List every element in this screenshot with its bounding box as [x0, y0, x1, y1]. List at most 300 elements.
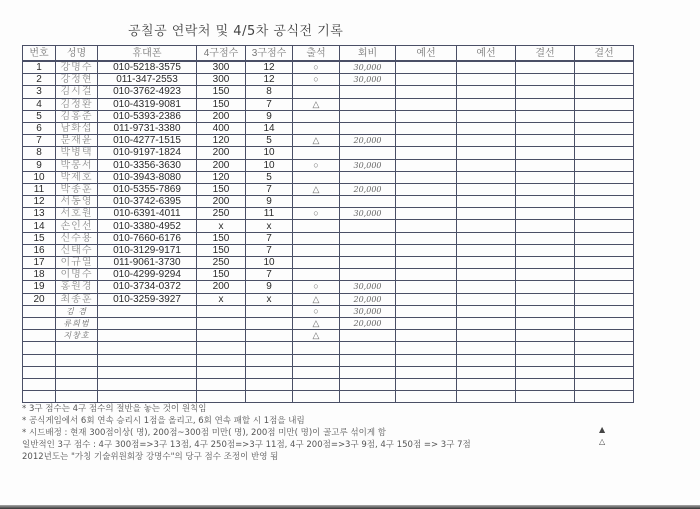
table-row — [23, 159, 634, 171]
column-header: 결선 — [575, 46, 634, 62]
cell-empty — [396, 122, 457, 134]
cell-score4: 200 — [197, 159, 246, 171]
cell-attend — [293, 232, 340, 244]
cell-empty — [575, 74, 634, 86]
cell-score3: 11 — [246, 208, 293, 220]
cell-phone: 010-3734-0372 — [98, 281, 197, 293]
cell-empty — [575, 330, 634, 342]
cell-score3: 7 — [246, 232, 293, 244]
cell-no: 6 — [23, 122, 56, 134]
cell-fee: 30,000 — [340, 305, 396, 317]
cell-no: 14 — [23, 220, 56, 232]
cell-empty — [575, 354, 634, 366]
cell-phone — [98, 330, 197, 342]
cell-no: 4 — [23, 98, 56, 110]
cell-no: 16 — [23, 244, 56, 256]
cell-empty — [575, 342, 634, 354]
cell-no: 1 — [23, 61, 56, 74]
cell-empty — [516, 61, 575, 74]
cell-no — [23, 317, 56, 329]
cell-no: 9 — [23, 159, 56, 171]
column-header: 번호 — [23, 46, 56, 62]
cell-empty — [396, 354, 457, 366]
cell-empty — [575, 196, 634, 208]
cell-empty — [575, 281, 634, 293]
cell-empty — [575, 232, 634, 244]
cell-empty — [457, 147, 516, 159]
cell-score4: 150 — [197, 86, 246, 98]
table-row — [23, 61, 634, 74]
cell-empty — [516, 159, 575, 171]
cell-no: 18 — [23, 269, 56, 281]
cell-empty — [396, 61, 457, 74]
cell-score3 — [246, 305, 293, 317]
cell-attend — [293, 244, 340, 256]
cell-empty — [396, 135, 457, 147]
cell-attend: ○ — [293, 305, 340, 317]
cell-attend: △ — [293, 98, 340, 110]
cell-empty — [396, 147, 457, 159]
cell-name: 손인선 — [56, 220, 98, 232]
cell-empty — [516, 122, 575, 134]
cell-score4: x — [197, 220, 246, 232]
cell-empty — [516, 391, 575, 403]
cell-empty — [575, 86, 634, 98]
cell-empty — [575, 159, 634, 171]
cell-empty — [396, 110, 457, 122]
cell-empty — [516, 317, 575, 329]
cell-score3: 12 — [246, 74, 293, 86]
cell-name: 이규열 — [56, 257, 98, 269]
cell-score4: 250 — [197, 257, 246, 269]
cell-empty — [457, 378, 516, 390]
cell-empty — [396, 244, 457, 256]
cell-fee — [340, 269, 396, 281]
cell-empty — [575, 391, 634, 403]
cell-empty — [457, 220, 516, 232]
cell-name — [56, 378, 98, 390]
cell-score3 — [246, 330, 293, 342]
cell-score3: 10 — [246, 159, 293, 171]
cell-name: 최종훈 — [56, 293, 98, 305]
cell-empty — [575, 183, 634, 195]
roster-table — [22, 45, 634, 403]
cell-attend — [293, 196, 340, 208]
cell-name: 박병택 — [56, 147, 98, 159]
cell-no — [23, 330, 56, 342]
cell-empty — [575, 122, 634, 134]
table-row — [23, 86, 634, 98]
cell-attend: △ — [293, 317, 340, 329]
cell-name: 강정현 — [56, 74, 98, 86]
cell-attend — [293, 378, 340, 390]
cell-empty — [575, 366, 634, 378]
notes-section — [22, 403, 471, 463]
cell-score4: 150 — [197, 232, 246, 244]
header-row — [23, 46, 634, 62]
cell-empty — [516, 171, 575, 183]
table-row — [23, 257, 634, 269]
cell-empty — [575, 244, 634, 256]
cell-fee: 20,000 — [340, 183, 396, 195]
cell-score3: 9 — [246, 110, 293, 122]
cell-attend: ○ — [293, 61, 340, 74]
column-header: 휴대폰 — [98, 46, 197, 62]
cell-name: 박종훈 — [56, 183, 98, 195]
table-row — [23, 391, 634, 403]
cell-fee — [340, 196, 396, 208]
cell-score3: 9 — [246, 196, 293, 208]
cell-attend — [293, 171, 340, 183]
cell-fee — [340, 232, 396, 244]
cell-score3 — [246, 391, 293, 403]
cell-name: 김 겸 — [56, 305, 98, 317]
cell-score3: x — [246, 220, 293, 232]
cell-phone: 011-9061-3730 — [98, 257, 197, 269]
cell-name: 강명수 — [56, 61, 98, 74]
table-row — [23, 196, 634, 208]
cell-fee: 20,000 — [340, 135, 396, 147]
cell-empty — [457, 317, 516, 329]
cell-empty — [575, 171, 634, 183]
cell-empty — [516, 110, 575, 122]
cell-no — [23, 366, 56, 378]
legend — [599, 424, 605, 448]
cell-score4 — [197, 354, 246, 366]
column-header: 3구점수 — [246, 46, 293, 62]
cell-phone: 010-3762-4923 — [98, 86, 197, 98]
cell-phone: 010-6391-4011 — [98, 208, 197, 220]
cell-score4: 200 — [197, 281, 246, 293]
cell-score4: 200 — [197, 147, 246, 159]
cell-phone — [98, 305, 197, 317]
cell-empty — [516, 74, 575, 86]
cell-attend: ○ — [293, 281, 340, 293]
cell-empty — [516, 293, 575, 305]
cell-no: 10 — [23, 171, 56, 183]
cell-empty — [516, 208, 575, 220]
cell-score4 — [197, 342, 246, 354]
cell-fee — [340, 147, 396, 159]
cell-name — [56, 366, 98, 378]
cell-empty — [396, 330, 457, 342]
cell-empty — [516, 86, 575, 98]
cell-name: 박제호 — [56, 171, 98, 183]
cell-empty — [457, 135, 516, 147]
cell-empty — [457, 244, 516, 256]
table-row — [23, 378, 634, 390]
cell-name: 신태수 — [56, 244, 98, 256]
cell-empty — [575, 220, 634, 232]
cell-score4: 200 — [197, 196, 246, 208]
cell-fee: 30,000 — [340, 281, 396, 293]
cell-name: 서호원 — [56, 208, 98, 220]
cell-empty — [516, 147, 575, 159]
cell-score4: x — [197, 293, 246, 305]
table-row — [23, 135, 634, 147]
cell-name: 서동영 — [56, 196, 98, 208]
cell-phone: 010-4299-9294 — [98, 269, 197, 281]
cell-phone: 011-9731-3380 — [98, 122, 197, 134]
note-line: 2012년도는 "가칭 기술위원회장 강명수"의 당구 점수 조정이 반영 됨 — [22, 452, 279, 462]
table-row — [23, 244, 634, 256]
cell-name: 신수용 — [56, 232, 98, 244]
cell-no: 2 — [23, 74, 56, 86]
cell-empty — [457, 208, 516, 220]
cell-no: 3 — [23, 86, 56, 98]
cell-phone: 010-7660-6176 — [98, 232, 197, 244]
cell-empty — [516, 342, 575, 354]
cell-fee: 30,000 — [340, 208, 396, 220]
cell-phone: 010-5355-7869 — [98, 183, 197, 195]
cell-phone: 011-347-2553 — [98, 74, 197, 86]
cell-empty — [396, 208, 457, 220]
cell-fee — [340, 366, 396, 378]
cell-empty — [516, 269, 575, 281]
cell-score3 — [246, 342, 293, 354]
cell-score3 — [246, 378, 293, 390]
cell-phone — [98, 317, 197, 329]
table-row — [23, 98, 634, 110]
cell-score4: 300 — [197, 61, 246, 74]
cell-attend — [293, 342, 340, 354]
cell-empty — [516, 257, 575, 269]
cell-name: 김정환 — [56, 98, 98, 110]
column-header: 출석 — [293, 46, 340, 62]
cell-fee — [340, 86, 396, 98]
cell-score4 — [197, 330, 246, 342]
cell-score3 — [246, 354, 293, 366]
cell-no: 11 — [23, 183, 56, 195]
cell-phone: 010-4277-1515 — [98, 135, 197, 147]
cell-fee — [340, 391, 396, 403]
cell-name: 문재윤 — [56, 135, 98, 147]
cell-attend: △ — [293, 330, 340, 342]
cell-phone: 010-3259-3927 — [98, 293, 197, 305]
cell-name: 이명수 — [56, 269, 98, 281]
cell-empty — [575, 61, 634, 74]
column-header: 성명 — [56, 46, 98, 62]
cell-empty — [396, 183, 457, 195]
cell-no: 19 — [23, 281, 56, 293]
cell-empty — [457, 232, 516, 244]
note-line: * 3구 점수는 4구 점수의 절반을 놓는 것이 원칙임 — [22, 404, 207, 414]
cell-empty — [396, 269, 457, 281]
cell-fee: 20,000 — [340, 293, 396, 305]
cell-fee: 30,000 — [340, 74, 396, 86]
cell-empty — [396, 159, 457, 171]
cell-score3: 10 — [246, 257, 293, 269]
cell-empty — [575, 98, 634, 110]
column-header: 예선 — [457, 46, 516, 62]
cell-name: 김홍준 — [56, 110, 98, 122]
cell-empty — [396, 232, 457, 244]
table-row — [23, 269, 634, 281]
cell-name — [56, 342, 98, 354]
cell-score3: 5 — [246, 171, 293, 183]
cell-empty — [457, 366, 516, 378]
cell-score3 — [246, 317, 293, 329]
cell-empty — [575, 208, 634, 220]
cell-name — [56, 391, 98, 403]
cell-empty — [396, 378, 457, 390]
cell-empty — [457, 354, 516, 366]
table-row — [23, 171, 634, 183]
cell-fee — [340, 354, 396, 366]
cell-empty — [396, 305, 457, 317]
cell-attend — [293, 269, 340, 281]
cell-attend: ○ — [293, 208, 340, 220]
cell-score4: 120 — [197, 171, 246, 183]
cell-empty — [396, 98, 457, 110]
cell-no: 13 — [23, 208, 56, 220]
cell-empty — [457, 110, 516, 122]
cell-empty — [457, 281, 516, 293]
cell-empty — [575, 147, 634, 159]
cell-empty — [516, 135, 575, 147]
cell-no: 20 — [23, 293, 56, 305]
table-row — [23, 354, 634, 366]
cell-no: 8 — [23, 147, 56, 159]
table-row — [23, 293, 634, 305]
cell-empty — [396, 293, 457, 305]
table-row — [23, 208, 634, 220]
note-line: 일반적인 3구 점수 : 4구 300점=>3구 13점, 4구 250점=>3구 11점, 4구 200점=>3구 9점, 4구 150점 => 3구 7점 — [22, 440, 471, 450]
cell-empty — [457, 269, 516, 281]
cell-score4 — [197, 317, 246, 329]
cell-score3: 7 — [246, 98, 293, 110]
cell-score3: 7 — [246, 244, 293, 256]
cell-empty — [516, 183, 575, 195]
cell-fee — [340, 122, 396, 134]
cell-empty — [516, 305, 575, 317]
cell-fee — [340, 98, 396, 110]
cell-score4: 150 — [197, 244, 246, 256]
cell-name: 류희범 — [56, 317, 98, 329]
column-header: 회비 — [340, 46, 396, 62]
cell-phone: 010-3742-6395 — [98, 196, 197, 208]
table-row — [23, 183, 634, 195]
column-header: 예선 — [396, 46, 457, 62]
cell-attend — [293, 147, 340, 159]
cell-fee — [340, 220, 396, 232]
cell-empty — [457, 98, 516, 110]
table-row — [23, 366, 634, 378]
cell-empty — [396, 281, 457, 293]
cell-empty — [457, 183, 516, 195]
cell-attend: △ — [293, 183, 340, 195]
cell-phone: 010-5218-3575 — [98, 61, 197, 74]
cell-empty — [396, 86, 457, 98]
cell-empty — [516, 330, 575, 342]
cell-empty — [457, 342, 516, 354]
cell-empty — [457, 86, 516, 98]
cell-phone — [98, 391, 197, 403]
cell-name: 지창호 — [56, 330, 98, 342]
cell-no — [23, 391, 56, 403]
cell-empty — [396, 220, 457, 232]
cell-score4: 300 — [197, 74, 246, 86]
cell-empty — [575, 110, 634, 122]
cell-name: 김시걸 — [56, 86, 98, 98]
cell-no — [23, 342, 56, 354]
note-line: * 공식게임에서 6회 연속 승리시 1점을 올리고, 6회 연속 패할 시 1점을 내림 — [22, 416, 305, 426]
cell-phone: 010-4319-9081 — [98, 98, 197, 110]
cell-empty — [575, 269, 634, 281]
cell-phone: 010-3380-4952 — [98, 220, 197, 232]
cell-fee: 20,000 — [340, 317, 396, 329]
cell-phone — [98, 366, 197, 378]
cell-name: 박봉서 — [56, 159, 98, 171]
cell-empty — [457, 61, 516, 74]
cell-empty — [516, 366, 575, 378]
cell-empty — [457, 122, 516, 134]
cell-empty — [457, 196, 516, 208]
cell-fee — [340, 378, 396, 390]
cell-empty — [396, 196, 457, 208]
table-row — [23, 122, 634, 134]
cell-empty — [575, 305, 634, 317]
cell-score4: 150 — [197, 183, 246, 195]
cell-score3 — [246, 366, 293, 378]
cell-score3: 8 — [246, 86, 293, 98]
cell-empty — [516, 354, 575, 366]
cell-phone: 010-9197-1824 — [98, 147, 197, 159]
cell-score4: 120 — [197, 135, 246, 147]
cell-empty — [457, 74, 516, 86]
table-row — [23, 232, 634, 244]
cell-phone: 010-3356-3630 — [98, 159, 197, 171]
cell-empty — [396, 366, 457, 378]
cell-no: 7 — [23, 135, 56, 147]
cell-score4: 200 — [197, 110, 246, 122]
document-title: 공칠공 연락처 및 4/5차 공식전 기록 — [128, 24, 344, 39]
cell-empty — [516, 281, 575, 293]
cell-attend — [293, 110, 340, 122]
cell-empty — [575, 378, 634, 390]
cell-score3: 7 — [246, 183, 293, 195]
cell-no: 12 — [23, 196, 56, 208]
cell-score4 — [197, 391, 246, 403]
column-header: 4구점수 — [197, 46, 246, 62]
cell-empty — [396, 342, 457, 354]
cell-empty — [457, 257, 516, 269]
cell-empty — [457, 293, 516, 305]
cell-score3: 7 — [246, 269, 293, 281]
cell-score4: 400 — [197, 122, 246, 134]
table-row — [23, 330, 634, 342]
cell-empty — [516, 232, 575, 244]
cell-score4 — [197, 305, 246, 317]
cell-empty — [457, 330, 516, 342]
cell-phone — [98, 378, 197, 390]
cell-empty — [575, 293, 634, 305]
cell-fee — [340, 110, 396, 122]
scan-edge — [0, 505, 700, 509]
cell-score3: 14 — [246, 122, 293, 134]
cell-no — [23, 354, 56, 366]
cell-no: 5 — [23, 110, 56, 122]
cell-score3: 10 — [246, 147, 293, 159]
table-row — [23, 74, 634, 86]
cell-attend — [293, 220, 340, 232]
cell-empty — [457, 159, 516, 171]
cell-empty — [396, 317, 457, 329]
cell-fee — [340, 171, 396, 183]
cell-empty — [516, 98, 575, 110]
cell-empty — [457, 391, 516, 403]
cell-attend — [293, 86, 340, 98]
